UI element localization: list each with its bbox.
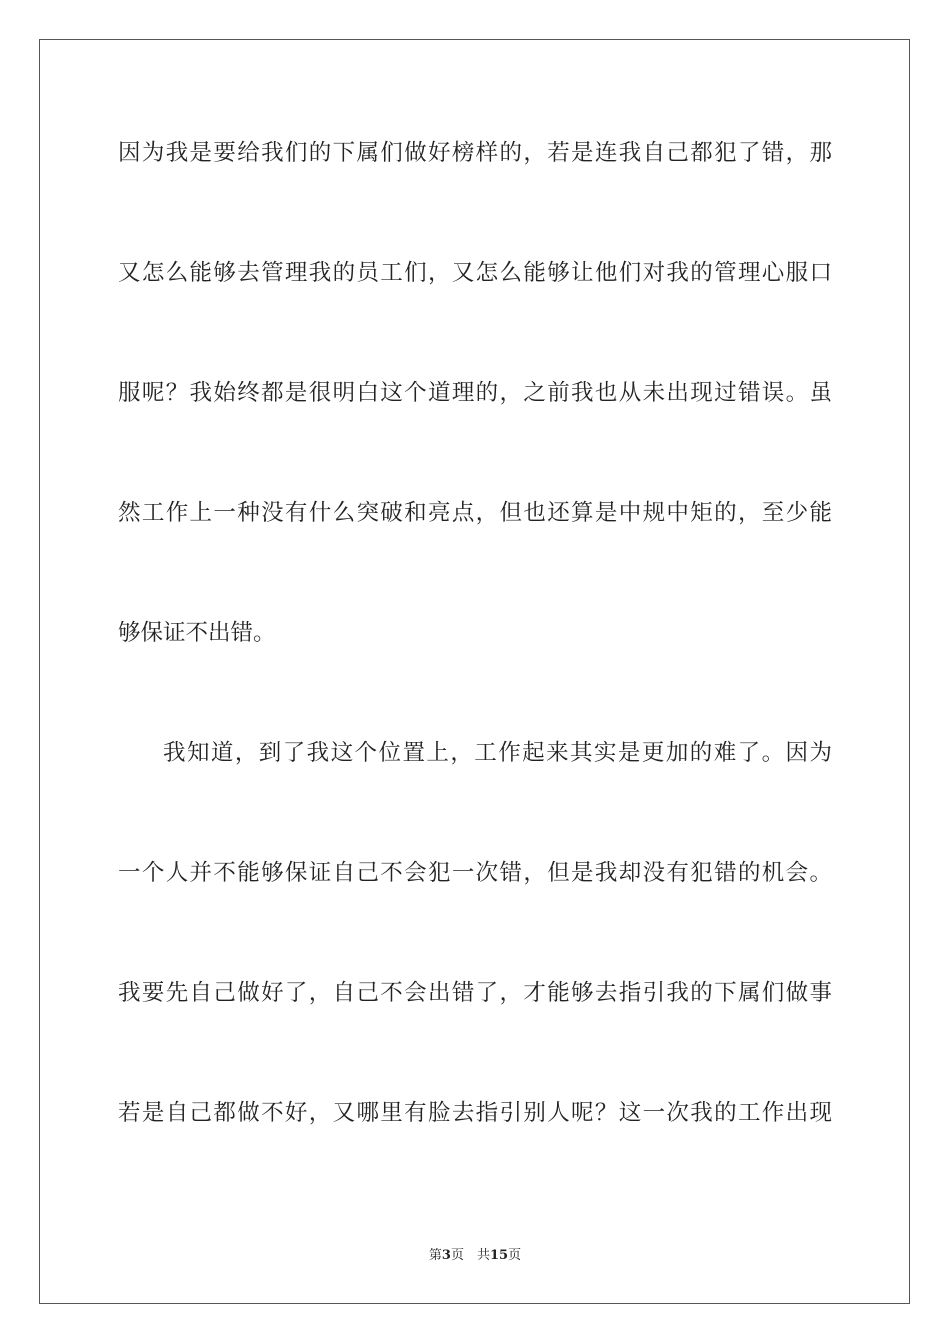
text-line-6: 我知道，到了我这个位置上，工作起来其实是更加的难了。因为	[163, 740, 832, 766]
footer-prefix: 第	[428, 1248, 442, 1263]
current-page-number: 3	[441, 1248, 451, 1263]
text-line-4: 然工作上一种没有什么突破和亮点，但也还算是中规中矩的，至少能	[118, 500, 832, 526]
total-page-number: 15	[489, 1248, 509, 1263]
text-line-2: 又怎么能够去管理我的员工们，又怎么能够让他们对我的管理心服口	[118, 260, 832, 286]
text-line-1: 因为我是要给我们的下属们做好榜样的，若是连我自己都犯了错，那	[118, 140, 832, 166]
footer-suffix: 页	[508, 1248, 522, 1263]
text-line-3: 服呢？我始终都是很明白这个道理的，之前我也从未出现过错误。虽	[118, 380, 832, 406]
footer-mid: 页 共	[450, 1248, 490, 1263]
text-line-5: 够保证不出错。	[118, 620, 276, 646]
page-footer	[0, 1247, 950, 1265]
text-line-9: 若是自己都做不好，又哪里有脸去指引别人呢？这一次我的工作出现	[118, 1100, 832, 1126]
text-line-8: 我要先自己做好了，自己不会出错了，才能够去指引我的下属们做事	[118, 980, 832, 1006]
text-line-7: 一个人并不能够保证自己不会犯一次错，但是我却没有犯错的机会。	[118, 860, 832, 886]
